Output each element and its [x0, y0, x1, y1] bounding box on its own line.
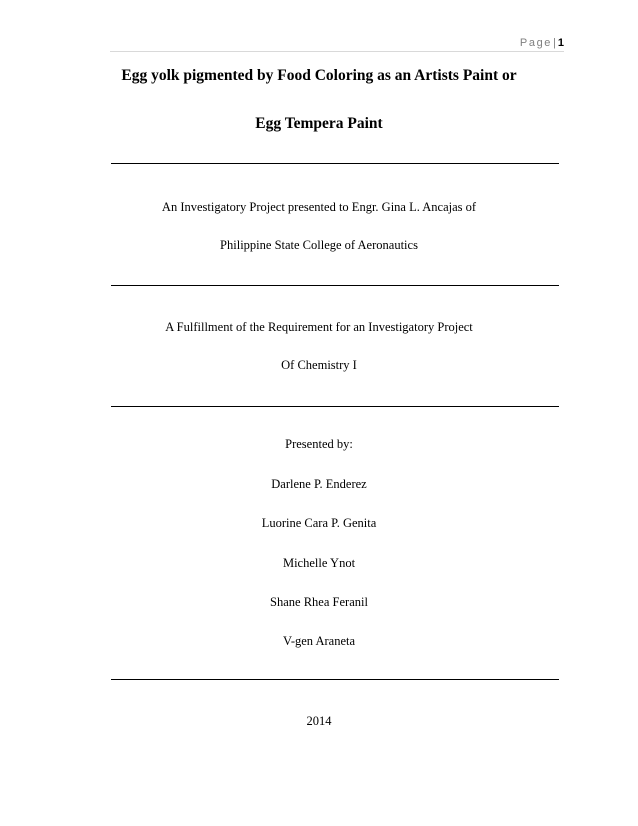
divider-1	[111, 163, 559, 164]
author-name: V-gen Araneta	[282, 634, 356, 648]
page-number	[520, 37, 564, 49]
page-header	[110, 37, 564, 52]
author-name: Shane Rhea Feranil	[270, 595, 368, 609]
author-name: Michelle Ynot	[282, 556, 356, 570]
page-separator: |	[553, 37, 556, 49]
author-name: Darlene P. Enderez	[271, 477, 367, 491]
divider-4	[111, 679, 559, 680]
page-number-value: 1	[557, 37, 564, 49]
title-line-1: Egg yolk pigmented by Food Coloring as an Artists Paint or	[121, 67, 517, 84]
page-word: Page	[519, 37, 553, 49]
year: 2014	[306, 714, 332, 728]
presented-by-label: Presented by:	[285, 437, 353, 451]
divider-3	[111, 406, 559, 407]
title-line-2: Egg Tempera Paint	[255, 115, 383, 132]
divider-2	[111, 285, 559, 286]
presented-to-line-2: Philippine State College of Aeronautics	[220, 238, 418, 252]
requirement-line-2: Of Chemistry I	[281, 358, 357, 372]
requirement-line-1: A Fulfillment of the Requirement for an Investigatory Project	[165, 320, 473, 334]
presented-to-line-1: An Investigatory Project presented to Engr. Gina L. Ancajas of	[161, 200, 477, 214]
author-name: Luorine Cara P. Genita	[261, 516, 377, 530]
